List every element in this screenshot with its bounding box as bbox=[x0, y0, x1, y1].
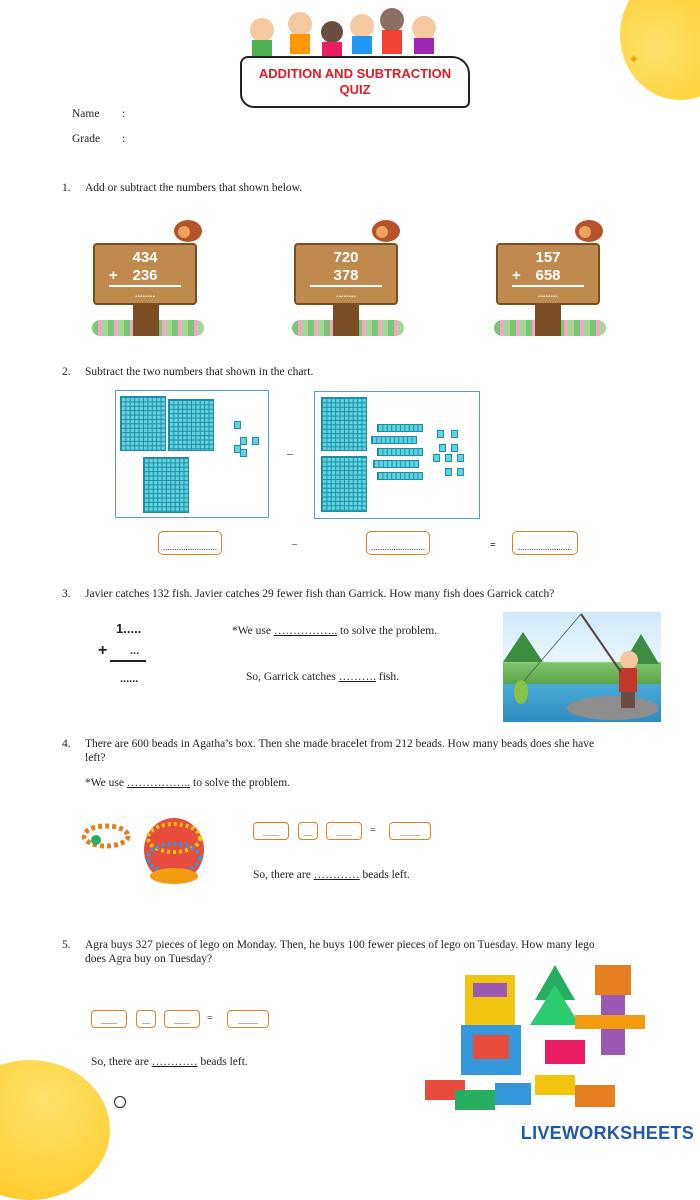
yellow-blob-decoration bbox=[620, 0, 700, 100]
sparkle-icon: ✦ bbox=[628, 53, 640, 68]
sign3-bottom-number: 658 bbox=[535, 267, 561, 284]
ten-rod bbox=[371, 436, 417, 444]
q3-calc-operator: + bbox=[98, 642, 108, 659]
bird-icon bbox=[575, 220, 603, 242]
q3-calc-top[interactable]: 1..... bbox=[116, 621, 142, 636]
q4-eq-operator-box[interactable]: .... bbox=[298, 822, 318, 840]
problem-sign-1 bbox=[93, 243, 197, 305]
sign1-operator: + bbox=[109, 267, 118, 284]
q5-text-line1: Agra buys 327 pieces of lego on Monday. Then, he buys 100 fewer pieces of lego on Tuesday. How many lego bbox=[85, 939, 595, 951]
hundred-flat bbox=[168, 399, 214, 451]
ten-rod bbox=[377, 424, 423, 432]
sign3-answer-line bbox=[512, 285, 584, 287]
q3-calc-line bbox=[110, 660, 146, 662]
unit-cube bbox=[457, 468, 464, 476]
unit-cube bbox=[451, 430, 458, 438]
q2-equals-operator: = bbox=[490, 540, 496, 551]
q3-number: 3. bbox=[62, 588, 71, 600]
q5-text-line2: does Agra buy on Tuesday? bbox=[85, 953, 213, 965]
q4-we-use-blank[interactable]: …………….. bbox=[126, 777, 191, 789]
sign3-top-number: 157 bbox=[535, 249, 561, 266]
q3-we-use-blank[interactable]: …………….. bbox=[273, 625, 338, 637]
hundred-flat bbox=[143, 457, 189, 513]
blocks-panel-left bbox=[115, 390, 269, 518]
q3-we-use-suffix: to solve the problem. bbox=[340, 625, 438, 637]
bird-icon bbox=[372, 220, 400, 242]
q3-so-line bbox=[246, 671, 399, 683]
q3-calc-bottom[interactable]: ... bbox=[130, 645, 140, 657]
lego-image bbox=[425, 955, 650, 1125]
unit-cube bbox=[234, 421, 241, 429]
q1-text: Add or subtract the numbers that shown below. bbox=[85, 182, 303, 194]
unit-cube bbox=[451, 444, 458, 452]
q4-we-use-suffix: to solve the problem. bbox=[193, 777, 291, 789]
q4-so-line bbox=[253, 869, 410, 881]
liveworksheets-logo: LIVEWORKSHEETS bbox=[520, 1123, 694, 1143]
q2-answer-box-3[interactable]: ........................ bbox=[512, 531, 578, 555]
q4-eq-box-2[interactable]: ........ bbox=[326, 822, 362, 840]
unit-cube bbox=[439, 444, 446, 452]
q4-so-blank[interactable]: ………… bbox=[313, 869, 360, 881]
bird-icon bbox=[174, 220, 202, 242]
q2-number: 2. bbox=[62, 366, 71, 378]
ten-rod bbox=[377, 448, 423, 456]
q4-so-suffix: beads left. bbox=[362, 869, 410, 881]
sign1-top-number: 434 bbox=[132, 249, 158, 266]
q2-answer-box-2[interactable]: ........................ bbox=[366, 531, 430, 555]
name-separator: : bbox=[122, 108, 126, 120]
q5-equals-sign: = bbox=[207, 1013, 213, 1024]
fishing-boy-image bbox=[503, 612, 661, 722]
yellow-blob-decoration bbox=[0, 1060, 110, 1200]
q5-eq-box-1[interactable]: ........ bbox=[91, 1010, 127, 1028]
q5-so-line bbox=[91, 1056, 248, 1068]
q5-eq-box-3[interactable]: .......... bbox=[227, 1010, 269, 1028]
q5-so-prefix: So, there are bbox=[91, 1056, 149, 1068]
q5-so-suffix: beads left. bbox=[200, 1056, 248, 1068]
unit-cube bbox=[240, 449, 247, 457]
unit-cube bbox=[445, 468, 452, 476]
q5-number: 5. bbox=[62, 939, 71, 951]
q4-number: 4. bbox=[62, 738, 71, 750]
unit-cube bbox=[240, 437, 247, 445]
q4-text-line2: left? bbox=[85, 752, 106, 764]
sign1-answer-line bbox=[109, 285, 181, 287]
quiz-title-line1: ADDITION AND SUBTRACTION bbox=[258, 66, 452, 81]
unit-cube bbox=[457, 454, 464, 462]
q4-we-use-prefix: *We use bbox=[85, 777, 124, 789]
q2-minus-operator: – bbox=[292, 539, 297, 550]
sign2-answer-blank[interactable]: ........ bbox=[335, 289, 356, 299]
hundred-flat bbox=[321, 456, 367, 512]
tree-trunk bbox=[535, 300, 561, 336]
q4-text-line1: There are 600 beads in Agatha’s box. Then she made bracelet from 212 beads. How many beads does she have bbox=[85, 738, 595, 750]
sign3-answer-blank[interactable]: ........ bbox=[537, 289, 558, 299]
sign2-answer-line bbox=[310, 285, 382, 287]
grade-label: Grade bbox=[72, 133, 101, 145]
q2-minus-sign: – bbox=[287, 446, 293, 460]
kids-illustration bbox=[232, 2, 472, 58]
ten-rod bbox=[373, 460, 419, 468]
q5-eq-operator-box[interactable]: .... bbox=[136, 1010, 156, 1028]
q5-so-blank[interactable]: ………… bbox=[151, 1056, 198, 1068]
problem-sign-2 bbox=[294, 243, 398, 305]
q4-eq-box-3[interactable]: .......... bbox=[389, 822, 431, 840]
q1-number: 1. bbox=[62, 182, 71, 194]
ten-rod bbox=[377, 472, 423, 480]
q3-so-prefix: So, Garrick catches bbox=[246, 671, 336, 683]
sign2-top-number: 720 bbox=[333, 249, 359, 266]
q4-so-prefix: So, there are bbox=[253, 869, 311, 881]
unit-cube bbox=[234, 445, 241, 453]
hundred-flat bbox=[321, 397, 367, 451]
q2-text: Subtract the two numbers that shown in the chart. bbox=[85, 366, 314, 378]
q5-eq-box-2[interactable]: ........ bbox=[164, 1010, 200, 1028]
q4-equals-sign: = bbox=[370, 825, 376, 836]
unit-cube bbox=[433, 454, 440, 462]
unit-cube bbox=[252, 437, 259, 445]
tree-trunk bbox=[133, 300, 159, 336]
grade-separator: : bbox=[122, 133, 126, 145]
sign1-answer-blank[interactable]: ........ bbox=[134, 289, 155, 299]
problem-sign-3 bbox=[496, 243, 600, 305]
blocks-panel-right bbox=[314, 391, 480, 519]
q3-so-suffix: fish. bbox=[378, 671, 399, 683]
quiz-title-line2: QUIZ bbox=[339, 82, 371, 97]
sign3-operator: + bbox=[512, 267, 521, 284]
q3-text: Javier catches 132 fish. Javier catches 29 fewer fish than Garrick. How many fish does Garrick catch? bbox=[85, 588, 555, 600]
tree-trunk bbox=[333, 300, 359, 336]
circle-marker-icon bbox=[114, 1096, 126, 1108]
unit-cube bbox=[437, 430, 444, 438]
q4-we-use-line bbox=[85, 777, 290, 789]
name-label: Name bbox=[72, 108, 100, 120]
hundred-flat bbox=[120, 396, 166, 451]
q3-we-use-prefix: *We use bbox=[232, 625, 271, 637]
sign2-bottom-number: 378 bbox=[333, 267, 359, 284]
beads-image bbox=[82, 810, 216, 890]
q3-so-blank[interactable]: ………. bbox=[338, 671, 376, 683]
quiz-title-box bbox=[240, 56, 470, 108]
q4-eq-box-1[interactable]: ........ bbox=[253, 822, 289, 840]
q3-calc-result[interactable]: ...... bbox=[120, 673, 139, 685]
q2-answer-box-1[interactable]: ........................ bbox=[158, 531, 222, 555]
unit-cube bbox=[445, 454, 452, 462]
sign1-bottom-number: 236 bbox=[132, 267, 158, 284]
q3-we-use-line bbox=[232, 625, 437, 637]
